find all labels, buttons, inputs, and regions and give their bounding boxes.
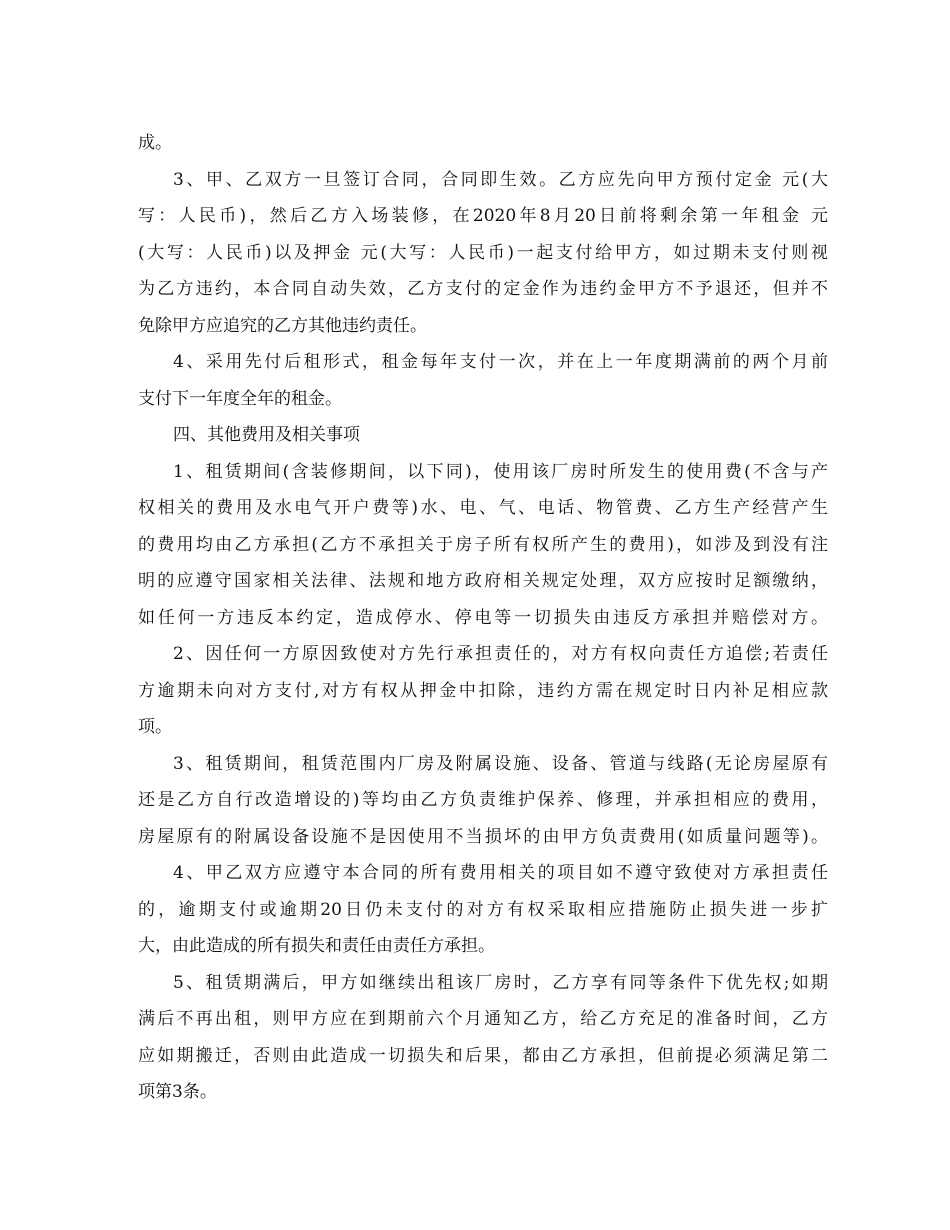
text-line: 满后不再出租，则甲方应在到期前六个月通知乙方，给乙方充足的准备时间，乙方: [138, 1009, 828, 1029]
text-line: 方逾期未向对方支付,对方有权从押金中扣除，违约方需在规定时日内补足相应款: [138, 680, 828, 701]
text-line: 3、甲、乙双方一旦签订合同，合同即生效。乙方应先向甲方预付定金 元(大: [173, 169, 828, 190]
text-line: 4、采用先付后租形式，租金每年支付一次，并在上一年度期满前的两个月前: [173, 352, 828, 372]
text-line: 4、甲乙双方应遵守本合同的所有费用相关的项目如不遵守致使对方承担责任: [173, 863, 828, 883]
text-line: 应如期搬迁，否则由此造成一切损失和后果，都由乙方承担，但前提必须满足第二: [138, 1045, 828, 1066]
text-line: 免除甲方应追究的乙方其他违约责任。: [138, 315, 427, 336]
text-line: 明的应遵守国家相关法律、法规和地方政府相关规定处理，双方应按时足额缴纳，: [138, 571, 828, 591]
text-line: 项第3条。: [138, 1082, 217, 1102]
text-line: 1、租赁期间(含装修期间，以下同)，使用该厂房时所发生的使用费(不含与产: [173, 461, 828, 482]
text-line: 成。: [138, 133, 172, 153]
text-line: 房屋原有的附属设备设施不是因使用不当损坏的由甲方负责费用(如质量问题等)。: [138, 826, 828, 847]
text-line: 如任何一方违反本约定，造成停水、停电等一切损失由违反方承担并赔偿对方。: [138, 607, 828, 628]
text-line: (大写：人民币)以及押金 元(大写：人民币)一起支付给甲方，如过期未支付则视: [138, 242, 828, 263]
text-line: 的，逾期支付或逾期20日仍未支付的对方有权采取相应措施防止损失进一步扩: [138, 899, 828, 920]
text-line: 3、租赁期间，租赁范围内厂房及附属设施、设备、管道与线路(无论房屋原有: [173, 753, 828, 774]
text-line: 5、租赁期满后，甲方如继续出租该厂房时，乙方享有同等条件下优先权;如期: [173, 972, 828, 993]
text-line: 写：人民币)，然后乙方入场装修，在2020年8月20日前将剩余第一年租金 元: [138, 206, 828, 226]
text-line: 2、因任何一方原因致使对方先行承担责任的，对方有权向责任方追偿;若责任: [173, 644, 828, 664]
text-line: 项。: [138, 717, 172, 737]
text-line: 还是乙方自行改造增设的)等均由乙方负责维护保养、修理，并承担相应的费用，: [138, 790, 828, 810]
document-body: [138, 128, 828, 1114]
text-line: 四、其他费用及相关事项: [173, 425, 360, 445]
text-line: 的费用均由乙方承担(乙方不承担关于房子所有权所产生的费用)，如涉及到没有注: [138, 534, 828, 555]
text-line: 大，由此造成的所有损失和责任由责任方承担。: [138, 936, 495, 956]
text-line: 权相关的费用及水电气开户费等)水、电、气、电话、物管费、乙方生产经营产生: [138, 498, 828, 518]
text-line: 为乙方违约，本合同自动失效，乙方支付的定金作为违约金甲方不予退还，但并不: [138, 279, 828, 299]
text-line: 支付下一年度全年的租金。: [138, 388, 342, 409]
